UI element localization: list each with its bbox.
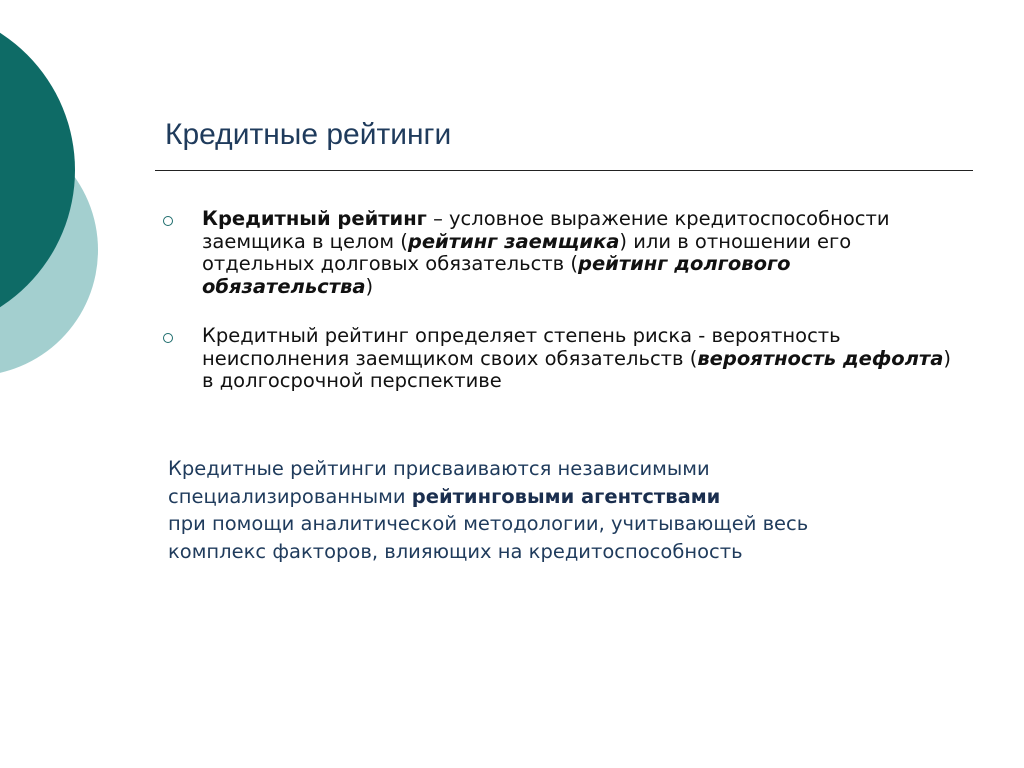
bullet-text: ) в долгосрочной перспективе <box>202 346 951 392</box>
title-divider <box>155 170 973 171</box>
term-credit-rating: Кредитный рейтинг <box>202 207 427 230</box>
term-debt-rating: рейтинг долгового обязательства <box>202 252 791 298</box>
closing-line: Кредитные рейтинги присваиваются независимыми <box>168 457 710 480</box>
closing-line <box>168 483 988 511</box>
closing-line: при помощи аналитической методологии, учитывающей весь <box>168 512 809 535</box>
closing-paragraph <box>168 455 988 565</box>
bullet-text: ) или в отношении его отдельных долговых обязательств ( <box>202 229 852 275</box>
closing-line: комплекс факторов, влияющих на кредитоспособность <box>168 539 743 563</box>
bullet-text: – условное выражение кредитоспособности заемщика в целом ( <box>202 207 890 253</box>
closing-text: специализированными <box>168 484 412 508</box>
bullet-list <box>160 208 960 393</box>
bullet-item-2 <box>160 325 960 393</box>
term-rating-agencies: рейтинговыми агентствами <box>411 484 721 508</box>
term-borrower-rating: рейтинг заемщика <box>407 229 620 253</box>
bullet-text: Кредитный рейтинг определяет степень риска - вероятность неисполнения заемщиком своих обязательств ( <box>202 324 841 370</box>
decorative-circles <box>0 0 110 400</box>
bullet-text: ) <box>365 274 374 298</box>
bullet-circle-icon <box>163 333 173 343</box>
bullet-item-1 <box>160 208 960 298</box>
slide-title: Кредитные рейтинги <box>165 118 452 151</box>
bullet-circle-icon <box>163 216 173 226</box>
term-default-probability: вероятность дефолта <box>697 346 944 370</box>
